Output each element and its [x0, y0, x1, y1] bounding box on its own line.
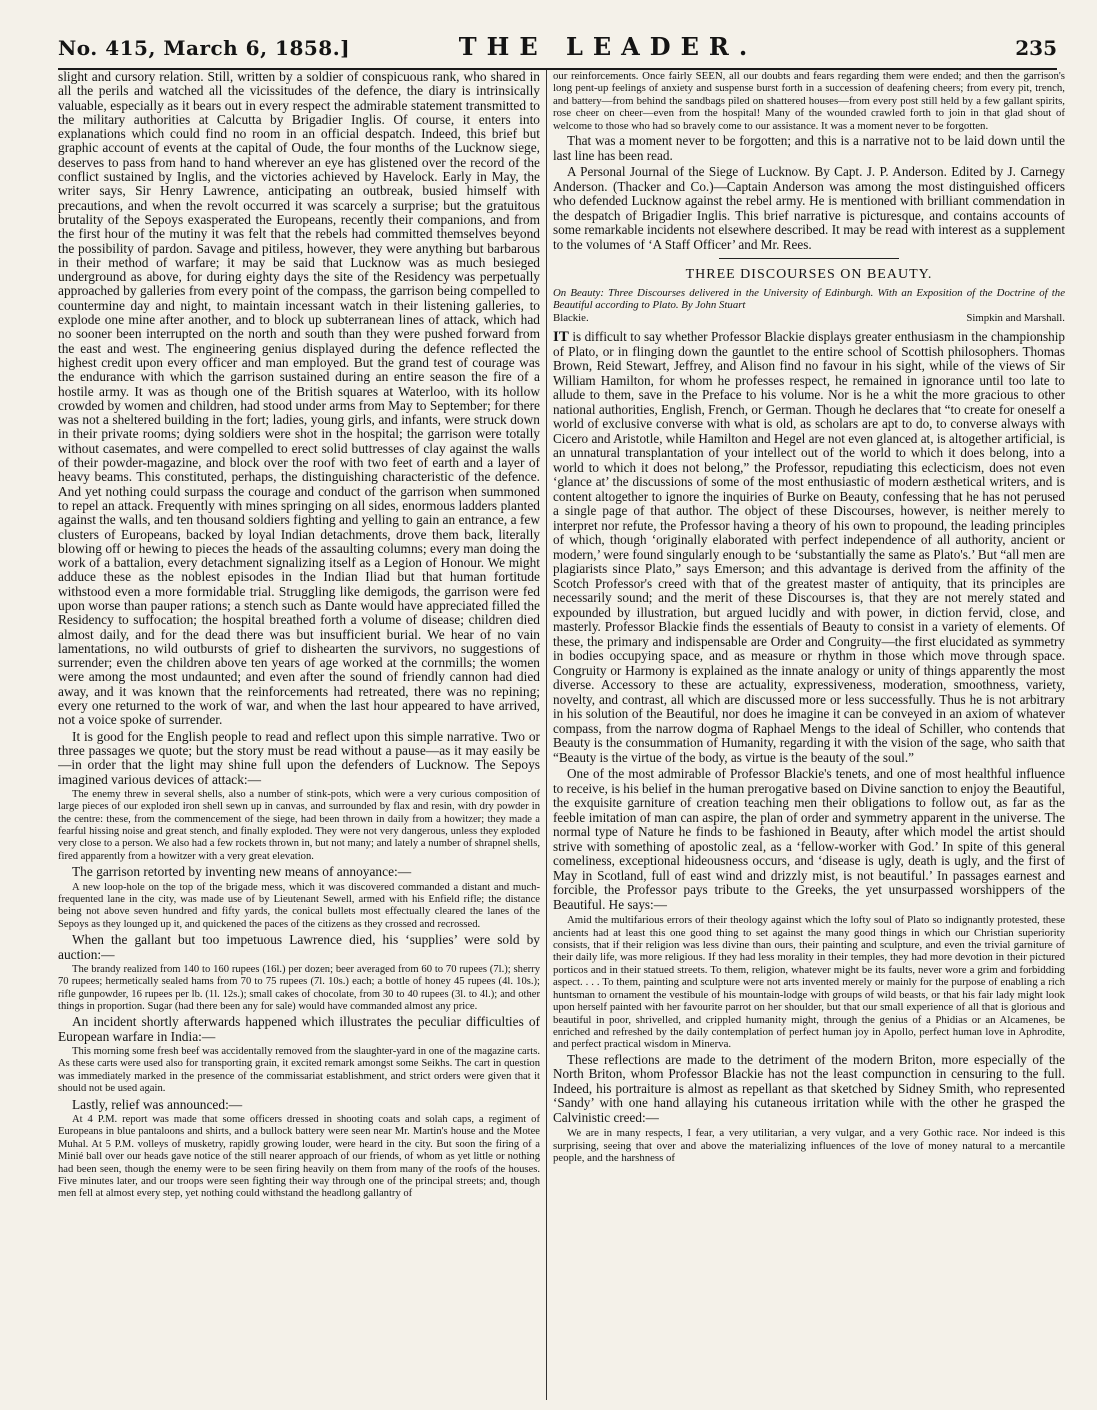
paragraph: These reflections are made to the detriment of the modern Briton, more especially of the North Briton, whom Professor Blackie has not the least compunction in censuring to the full. Indeed, his portraiture is almost as repellant as that sketched by Sidney Smith, who represented ‘Sandy’ with one hand allaying his cutaneous irritation while with the other he grasped the Calvinistic creed:—	[553, 1051, 1065, 1125]
paragraph: One of the most admirable of Professor Blackie's tenets, and one of most healthful influence to receive, is his belief in the human prerogative based on Divine sanction to enjoy the Beautiful, the exquisite garniture of creation teaching men their obligations to follow out, as far as the feeble imitation of man can aspire, the plan of order and symmetry apparent in the universe. The normal type of Nature he finds to be fashioned in Beauty, after which model the artist should strive with something of apostolic zeal, as a ‘fellow-worker with God.’ In spite of this general comeliness, exceptional hideousness occurs, and ‘disease is ugly, death is ugly, and the first of May in Scotland, full of east wind and drizzly mist, is not beautiful.’ In passages earnest and forcible, the Professor pays tribute to the Greeks, the yet unsurpassed worshippers of the Beautiful. He says:—	[553, 766, 1065, 912]
section-title: THREE DISCOURSES ON BEAUTY.	[685, 267, 933, 283]
article-opening	[553, 330, 1065, 765]
quoted-extract: A new loop-hole on the top of the brigade mess, which it was discovered commanded a distant and much-frequented lane in the city, was made use of by Lieutenant Sewell, armed with his Enfield rifle; the distance being not above seven hundred and fifty yards, the conical bullets most effectually cleared the lanes of the Sepoys as they lounged up it, and quickened the paces of the citizens as they crossed and recrossed.	[58, 881, 540, 930]
newspaper-title: THE LEADER.	[458, 32, 758, 61]
masthead	[58, 28, 1057, 70]
opening-text: is difficult to say whether Professor Blackie displays greater enthusiasm in the championship of Plato, or in flinging down the gauntlet to the entire school of Scottish philosophers. Thomas Brown, Reid Stewart, Jeffrey, and Alison find no favour in his sight, while of the views of Sir William Hamilton, for whom he professes respect, he remained in ignorance until too late to allude to them, save in the Preface to his volume. Nor is he a whit the more gracious to other national authorities, English, French, or German. Though he declares that “to create for oneself a world of exclusive converse with what is old, as scholars are apt to do, to converse always with Cicero and Aristotle, while Hamilton and Hegel are not even glanced at, is altogether artificial, is an unnatural transplantation of your intellect out of the world to which it does belong, into a world to which it does not belong,” the Professor, repudiating this eclecticism, does not even ‘glance at’ the discussions of some of the most enthusiastic of modern æsthetical writers, and is content altogether to ignore the inquiries of Burke on Beauty, confessing that he has not perused a single page of that author. The object of these Discourses, however, is neither merely to interpret nor refute, the Professor having a theory of his own to propound, the leading principles of which, though ‘originally elaborated with perfect independence of all authority, ancient or modern,’ were found singularly enough to be ‘substantially the same as Plato's.’ But “all men are plagiarists since Plato,” says Emerson; and this advantage is derived from the affinity of the Scotch Professor's creed with that of the greatest master of antiquity, that its principles are necessarily sound; and the merit of these Discourses is, that they are not merely stated and expounded by illustration, but argued lucidly and with power, in diction fervid, close, and masterly. Professor Blackie finds the essentials of Beauty to consist in a variety of elements. Of these, the primary and indispensable are Order and Congruity—the first elucidated as symmetry in bodies occupying space, and as measure or rhythm in those which move through space. Congruity or Harmony is explained as the innate analogy or unity of things apparently the most diverse. Accessory to these are actuality, expressiveness, moderation, smoothness, variety, novelty, and contrast, all which are discussed more or less successfully. Thus he is not arbitrary in his solution of the Beautiful, nor does he imagine it can be conveyed in an axiom of whatever compass, from the narrow dogma of Raphael Mengs to the ideal of Schiller, who contends that Beauty is the consummation of Humanity, regarding it with the vision of the sage, who saith that “Beauty is the virtue of the body, as virtue is the beauty of the soul.”	[553, 329, 1065, 765]
author-tail: Blackie.	[553, 311, 589, 324]
paragraph: slight and cursory relation. Still, written by a soldier of conspicuous rank, who shared in all the perils and watched all the vicissitudes of the defence, the diary is intrinsically valuable, especially as it bears out in every respect the admirable statement transmitted to the military authorities at Calcutta by Brigadier Inglis. Of course, it enters into explanations which could find no room in an official despatch. Indeed, this brief but graphic account of events at the capital of Oude, the four months of the Lucknow siege, deserves to pass from hand to hand wherever an eye has glistened over the record of the conflict sustained by Inglis, and the victories achieved by Havelock. Early in May, the writer says, Sir Henry Lawrence, anticipating an outbreak, busied himself with precautions, and when the revolt occurred it was scarcely a surprise; but the gratuitous brutality of the Sepoys exasperated the Europeans, recently their companions, and from the first hour of the mutiny it was felt that the rebels had committed themselves beyond the possibility of pardon. Savage and pitiless, however, they were anything but barbarous in their method of warfare; it may be said that Lucknow was as much besieged underground as above, for during eighty days the site of the Residency was perpetually approached by galleries from every point of the compass, the garrison being compelled to countermine day and night, to maintain incessant watch in their listening galleries, to explode one mine after another, and to block up subterranean lines of attack, which had no sooner been interrupted on the north and south than they were pushed forward from the east and west. The engineering genius displayed during the defence reflected the highest credit upon every officer and man employed. But the grand test of courage was the endurance with which the garrison sustained during an entire season the fire of a hostile army. It was as though one of the British squares at Waterloo, with its hollow crowded by women and children, had stood under arms from May to September; for there was not a sheltered building in the fort; ladies, young girls, and infants, were struck down in their private rooms; dying soldiers were shot in the hospital; the garrison were totally without casemates, and were compelled to erect solid buttresses of clay against the walls of their powder-magazine, and block over the roof with two feet of earth and a layer of heavy beams. This constituted, perhaps, the distinguishing characteristic of the defence. And yet nothing could surpass the courage and conduct of the garrison when summoned to repel an attack. Frequently with mines springing on all sides, enormous ladders planted against the walls, and ten thousand soldiers fighting and yelling to gain an entrance, a few clusters of Europeans, backed by loyal Indian detachments, drove them back, literally blowing off or hewing to pieces the heads of the assaulting columns; every man doing the work of a battalion, every detachment signalizing itself as a Legion of Honour. We might adduce these as the noblest episodes in the Indian Iliad but that human fortitude withstood even a more formidable trial. Struggling like demigods, the garrison were fed upon worse than pauper rations; a stench such as Dante would have appreciated filled the Residency to suffocation; the hospital breathed forth a volume of disease; children died almost daily, and for the dead there was but insufficient burial. We hear of no vain lamentations, no wild outbursts of grief to dishearten the survivors, no suggestions of surrender; even the children above ten years of age worked at the cornmills; the women were among the most undaunted; and even after the sound of friendly cannon had died away, and it was known that the reinforcements had retreated, there was no repining; every one returned to the work of war, and when the last hour appeared to have arrived, not a voice spoke of surrender.	[58, 70, 540, 728]
book-citation: On Beauty: Three Discourses delivered in the University of Edinburgh. With an Exposition of the Doctrine of the Beautiful according to Plato. By John Stuart	[553, 287, 1065, 312]
publisher: Simpkin and Marshall.	[966, 311, 1065, 324]
quoted-extract: This morning some fresh beef was accidentally removed from the slaughter-yard in one of the magazine carts. As these carts were used also for transporting grain, it excited remark amongst some Seikhs. The cart in question was immediately marked in the presence of the commissariat establishment, and strict orders were given that it should not be used again.	[58, 1046, 540, 1095]
paragraph: Lastly, relief was announced:—	[72, 1096, 243, 1112]
right-column	[553, 70, 1065, 1400]
quoted-extract: our reinforcements. Once fairly SEEN, all our doubts and fears regarding them were ended; and then the garrison's long pent-up feelings of anxiety and suspense burst forth in a succession of deafening cheers; from every pit, trench, and battery—from behind the sandbags piled on shattered houses—from every post still held by a few gallant spirits, rose cheer on cheer—even from the hospital! Many of the wounded crawled forth to join in that glad shout of welcome to those who had so bravely come to our assistance. It was a moment never to be forgotten.	[553, 70, 1065, 132]
book-notice: A Personal Journal of the Siege of Lucknow. By Capt. J. P. Anderson. Edited by J. Carnegy Anderson. (Thacker and Co.)—Captain Anderson was among the most distinguished officers who defended Lucknow against the rebel army. He is mentioned with brilliant commendation in the despatch of Brigadier Inglis. This brief narrative is picturesque, and contains accounts of some remarkable incidents not elsewhere described. It may be read with interest as a supplement to the volumes of ‘A Staff Officer’ and Mr. Rees.	[553, 164, 1065, 252]
left-column	[58, 70, 540, 1400]
paragraph: It is good for the English people to read and reflect upon this simple narrative. Two or three passages we quote; but the story must be read without a pause—as it may easily be—in order that the light may shine full upon the defenders of Lucknow. The Sepoys imagined various devices of attack:—	[58, 728, 540, 787]
quoted-extract: The enemy threw in several shells, also a number of stink-pots, which were a very curious composition of large pieces of our exploded iron shell sewn up in canvas, and surrounded by flax and resin, with dry powder in the centre: these, from the commencement of the siege, had been thrown in daily from a howitzer; they made a fearful hissing noise and great stench, and finally exploded. They were not very dangerous, unless they exploded very close to a person. We also had a few rockets thrown in, but not many; and lately a number of shrapnel shells, fired apparently from a howitzer with a very great elevation.	[58, 788, 540, 862]
paragraph: The garrison retorted by inventing new means of annoyance:—	[72, 864, 412, 880]
quoted-extract: Amid the multifarious errors of their theology against which the lofty soul of Plato so indignantly protested, these ancients had at least this one good thing to set against the many good things in which our Christian superiority consists, that if their religion was less divine than ours, their painting and sculpture, and even the trivial garniture of their daily life, was more religious. If they had less morality in their temples, they had more devotion in their pictured porticos and in their statued streets. To them, religion, whatever might be its faults, never wore a grim and forbidding aspect. . . . To them, painting and sculpture were not arts invented merely or mainly for the purpose of enabling a rich huntsman to ornament the vestibule of his mountain-lodge with groups of wild beasts, or that his fair lady might look upon herself painted with her favourite parrot on her shoulder, but that our small experience of all that is glorious and beautiful in poor, shrivelled, and crippled humanity might, through the genius of a Phidias or an Alcamenes, be enriched and refreshed by the daily contemplation of perfect human joy in Apollo, perfect human love in Aphrodite, and perfect practical wisdom in Minerva.	[553, 914, 1065, 1051]
paragraph: When the gallant but too impetuous Lawrence died, his ‘supplies’ were sold by auction:—	[58, 932, 540, 962]
paragraph: That was a moment never to be forgotten; and this is a narrative not to be laid down until the last line has been read.	[553, 133, 1065, 163]
publisher-line	[553, 312, 1065, 324]
drop-cap: IT	[553, 329, 569, 346]
quoted-extract: We are in many respects, I fear, a very utilitarian, a very vulgar, and a very Gothic race. Nor indeed is this surprising, seeing that over and above the materializing influences of the love of money natural to a mercantile people, and the harshness of	[553, 1127, 1065, 1165]
column-rule	[546, 70, 547, 1400]
paragraph: An incident shortly afterwards happened which illustrates the peculiar difficulties of European warfare in India:—	[58, 1014, 540, 1044]
quoted-extract: The brandy realized from 140 to 160 rupees (16l.) per dozen; beer averaged from 60 to 70 rupees (7l.); sherry 70 rupees; hermetically sealed hams from 70 to 75 rupees (7l. 10s.) each; a bottle of honey 45 rupees (4l. 10s.); rifle gunpowder, 16 rupees per lb. (1l. 12s.); small cakes of chocolate, from 30 to 40 rupees (3l. to 4l.); and other things in proportion. Sugar (had there been any for sale) would have commanded almost any price.	[58, 963, 540, 1013]
page-number: 235	[1015, 36, 1057, 60]
quoted-extract: At 4 P.M. report was made that some officers dressed in shooting coats and solah caps, a regiment of Europeans in blue pantaloons and shirts, and a bullock battery were seen near Mr. Martin's house and the Motee Muhal. At 5 P.M. volleys of musketry, rapidly growing louder, were heard in the city. But soon the firing of a Minié ball over our heads gave notice of the still nearer approach of our friends, of whom as yet little or nothing had been seen, though the enemy were to be seen firing heavily on them from many of the roofs of the houses. Five minutes later, and our troops were seen fighting their way through one of the principal streets; and, though men fell at almost every step, yet nothing could withstand the headlong gallantry of	[58, 1113, 540, 1200]
section-divider	[719, 258, 899, 259]
issue-line: No. 415, March 6, 1858.]	[58, 36, 351, 60]
